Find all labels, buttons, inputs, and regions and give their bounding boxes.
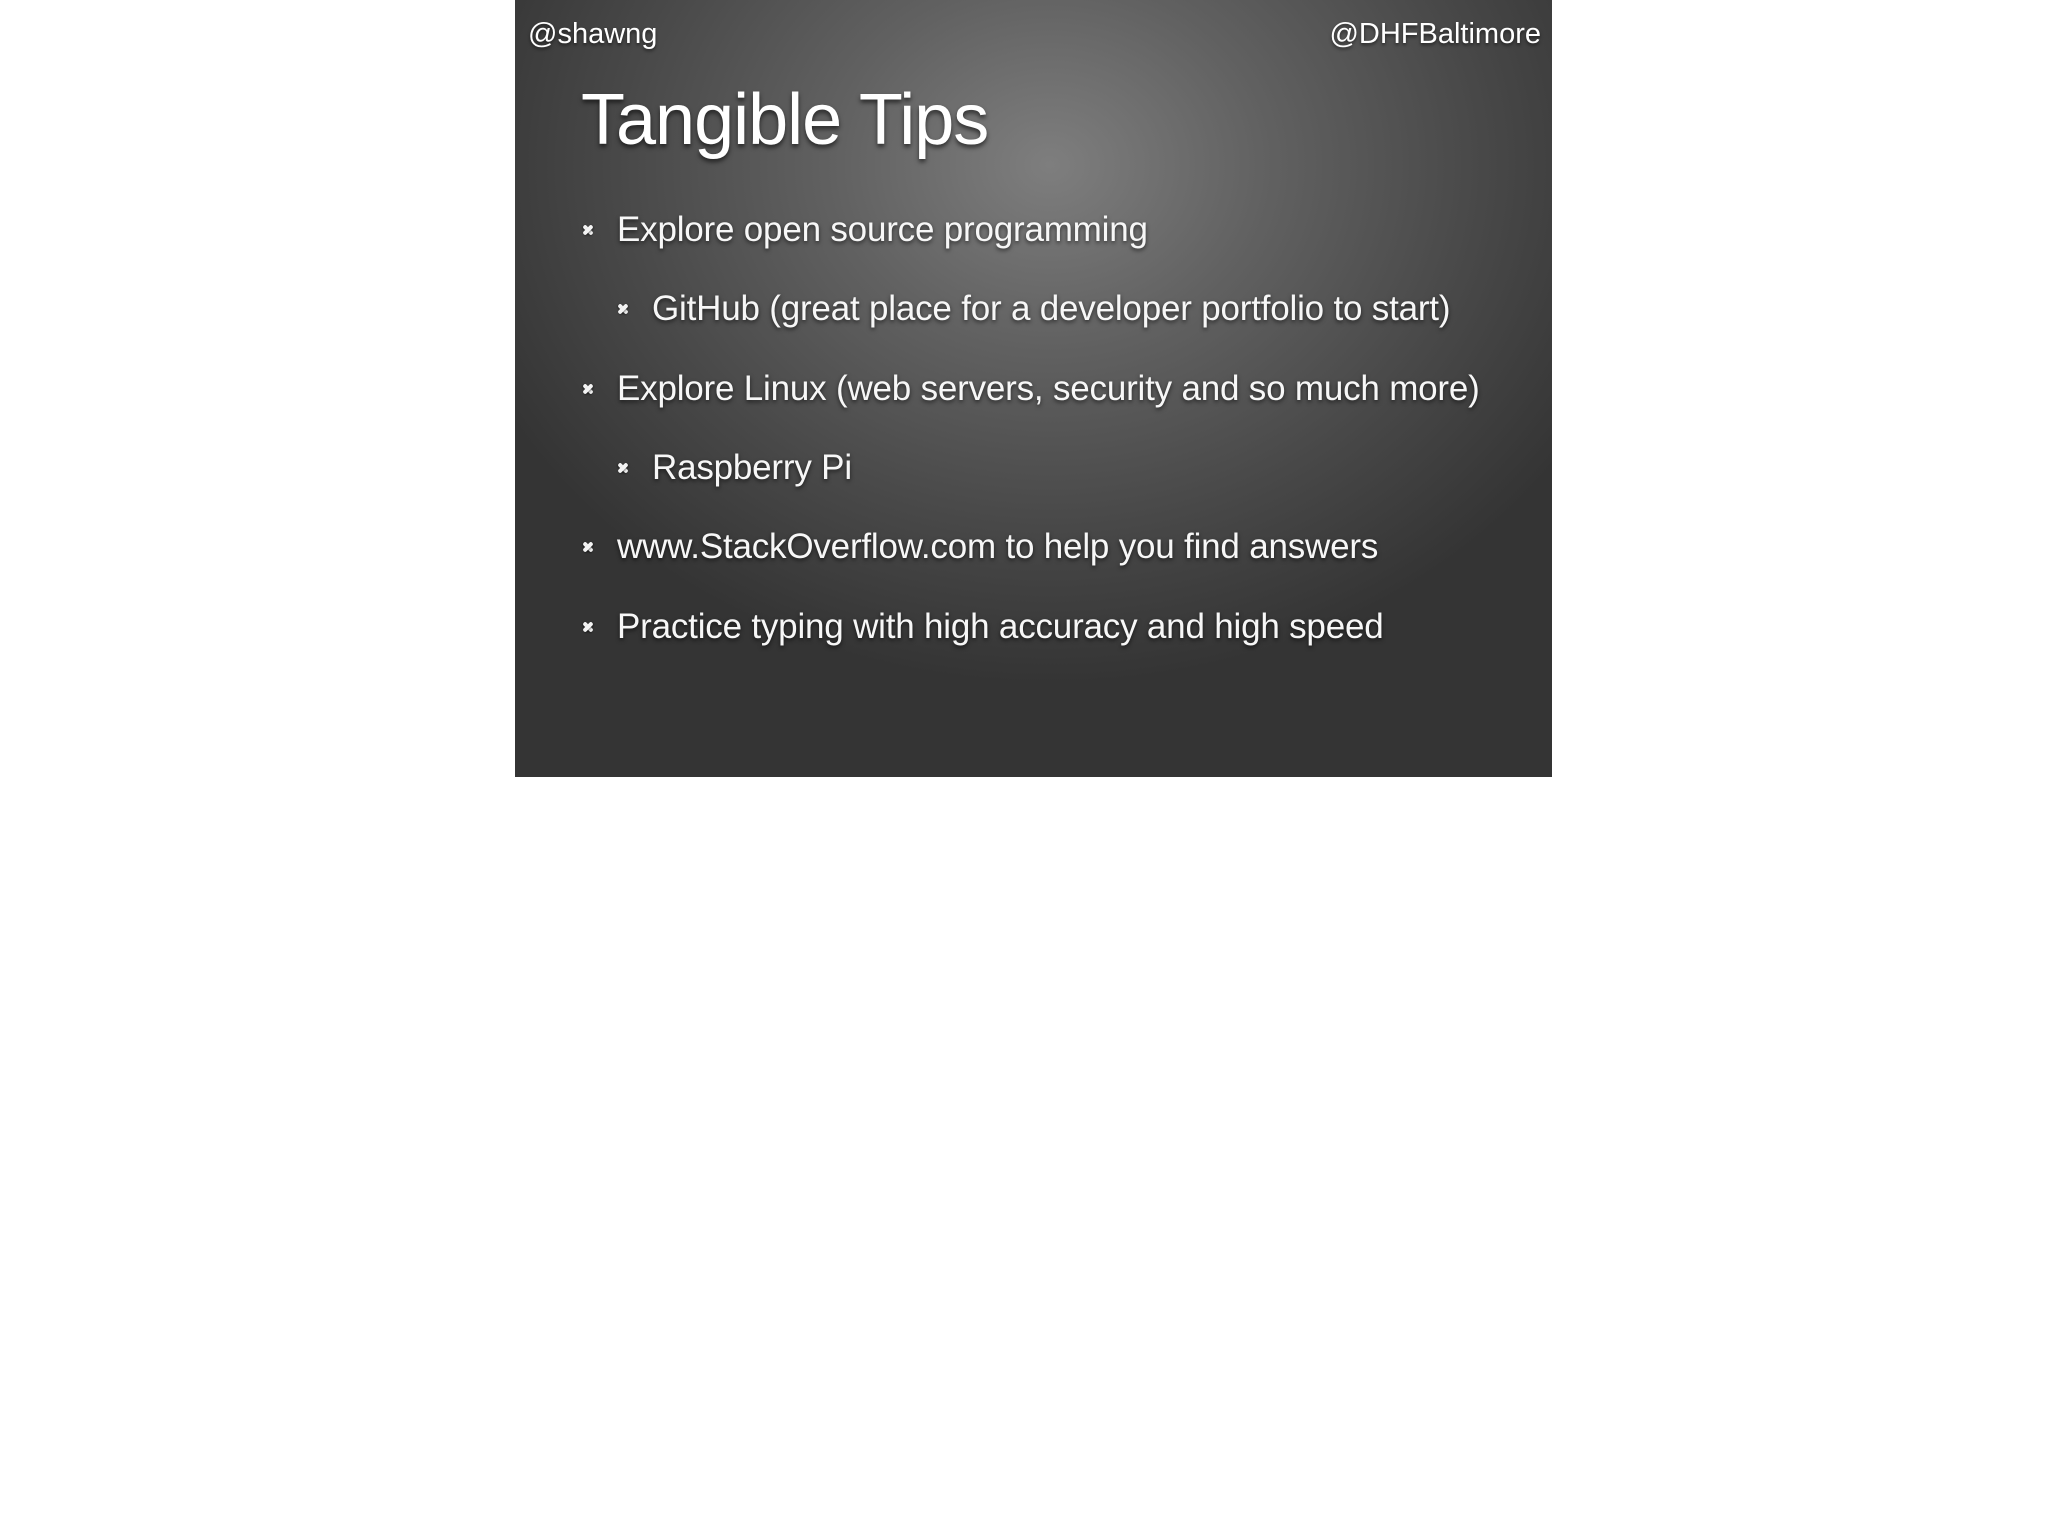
- x-bullet-icon: [616, 302, 630, 316]
- organization-handle: @DHFBaltimore: [1329, 18, 1541, 50]
- x-bullet-icon: [581, 223, 595, 237]
- bullet-item: [581, 605, 1384, 649]
- x-bullet-icon: [581, 382, 595, 396]
- bullet-text: Raspberry Pi: [652, 448, 852, 487]
- bullet-item: [581, 367, 1480, 411]
- sub-bullet-item: [616, 446, 852, 490]
- bullet-text: Explore Linux (web servers, security and so much more): [617, 369, 1480, 408]
- bullet-text: Practice typing with high accuracy and high speed: [617, 607, 1384, 646]
- x-bullet-icon: [581, 540, 595, 554]
- x-bullet-icon: [616, 461, 630, 475]
- bullet-text: Explore open source programming: [617, 210, 1148, 249]
- bullet-item: [581, 208, 1148, 252]
- bullet-text: www.StackOverflow.com to help you find answers: [617, 527, 1379, 566]
- bullet-item: [581, 525, 1378, 569]
- bullet-text: GitHub (great place for a developer portfolio to start): [652, 289, 1451, 328]
- author-handle: @shawng: [528, 18, 658, 50]
- bullet-list: [515, 0, 1552, 777]
- slide-title: Tangible Tips: [581, 80, 989, 160]
- x-bullet-icon: [581, 620, 595, 634]
- sub-bullet-item: [616, 287, 1450, 331]
- slide: [515, 0, 1552, 777]
